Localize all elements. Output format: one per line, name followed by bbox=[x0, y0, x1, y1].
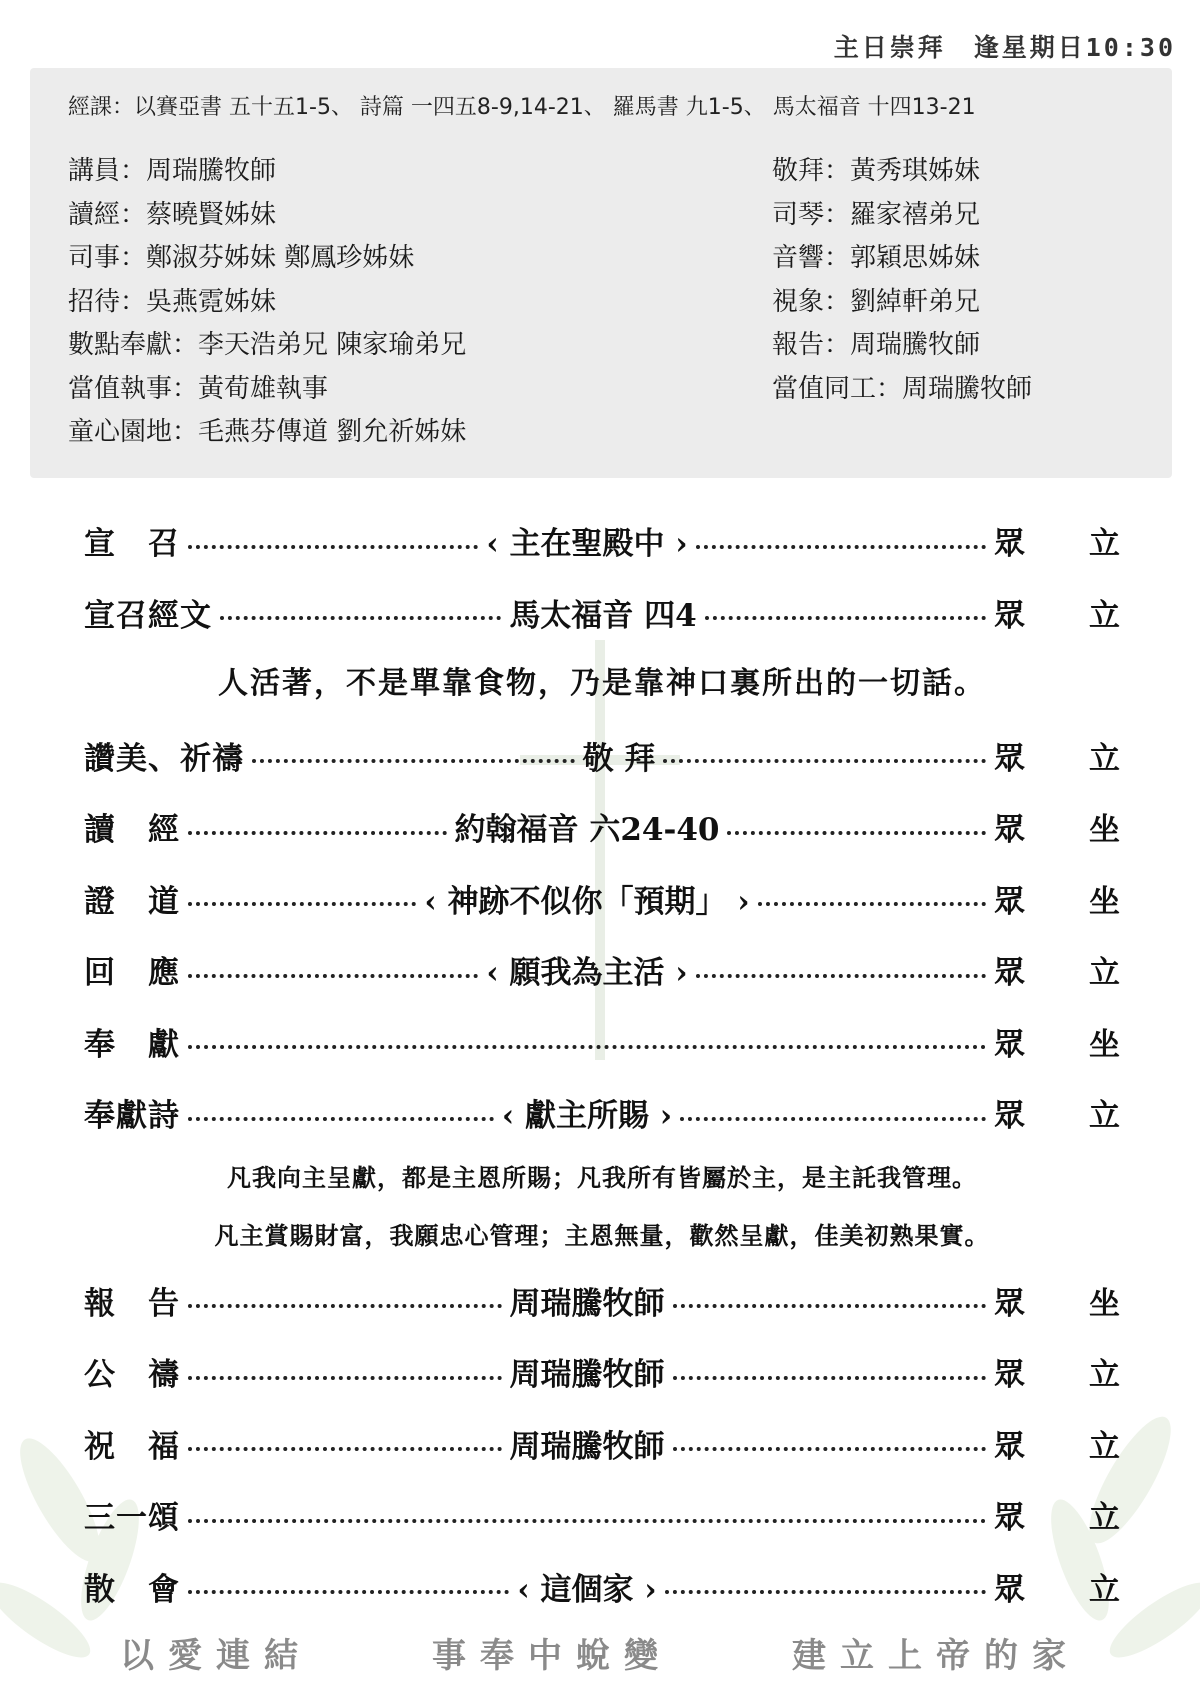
staff-row bbox=[68, 411, 466, 455]
item-label: 奉 獻 bbox=[84, 1026, 180, 1063]
staff-name: 毛燕芬傳道 劉允祈姊妹 bbox=[198, 417, 467, 447]
item-detail: 周瑞騰牧師 bbox=[509, 1428, 665, 1465]
leader-dots bbox=[220, 616, 501, 620]
order-item-doxology bbox=[84, 1479, 1120, 1551]
service-time: 逢星期日10:30 bbox=[973, 33, 1176, 62]
item-label: 證 道 bbox=[84, 883, 180, 920]
leader-dots bbox=[705, 616, 986, 620]
item-label: 奉獻詩 bbox=[84, 1098, 180, 1135]
service-header bbox=[834, 28, 1176, 64]
motto-1: 以愛連結 bbox=[120, 1636, 312, 1676]
staff-row bbox=[68, 324, 466, 368]
leader-dots bbox=[188, 1519, 986, 1523]
staff-name: 鄭淑芬姊妹 鄭鳳珍姊妹 bbox=[146, 243, 415, 273]
item-posture bbox=[994, 876, 1120, 921]
leader-dots bbox=[696, 974, 986, 978]
staff-row bbox=[68, 194, 466, 238]
leader-dots bbox=[673, 1376, 987, 1380]
leader-dots bbox=[696, 545, 986, 549]
item-label: 公 禱 bbox=[84, 1357, 180, 1394]
staff-role: 視象： bbox=[772, 286, 851, 317]
item-detail: 約翰福音 六24-40 bbox=[454, 812, 720, 849]
leader-dots bbox=[188, 1304, 502, 1308]
posture-action: 立 bbox=[1089, 1098, 1121, 1135]
call-verse: 人活著，不是單靠食物，乃是靠神口裏所出的一切話。 bbox=[218, 666, 986, 701]
offering-hymn-line-2: 凡主賞賜財富，我願忠心管理；主恩無量，歡然呈獻，佳美初熟果實。 bbox=[214, 1220, 990, 1250]
item-detail: 周瑞騰牧師 bbox=[509, 1357, 665, 1394]
item-label: 讀 經 bbox=[84, 812, 180, 849]
order-item-benediction bbox=[84, 1408, 1120, 1480]
staff-list-right bbox=[772, 150, 1032, 411]
order-item-announcements bbox=[84, 1265, 1120, 1337]
leader-dots bbox=[188, 1117, 494, 1121]
posture-action: 立 bbox=[1089, 526, 1121, 563]
order-item-call-scripture bbox=[84, 577, 1120, 649]
posture-action: 立 bbox=[1089, 1357, 1120, 1394]
staff-role: 招待： bbox=[68, 286, 147, 317]
item-posture bbox=[994, 804, 1120, 849]
item-detail: ‹ 神跡不似你「預期」 › bbox=[424, 883, 750, 920]
leader-dots bbox=[758, 902, 986, 906]
staff-role: 童心園地： bbox=[68, 417, 199, 447]
posture-all: 眾 bbox=[994, 1500, 1025, 1537]
staff-role: 報告： bbox=[772, 330, 851, 360]
staff-name: 黃荀雄執事 bbox=[198, 373, 329, 404]
posture-action: 立 bbox=[1089, 955, 1121, 992]
item-label: 祝 福 bbox=[84, 1428, 180, 1465]
item-posture bbox=[994, 1090, 1120, 1135]
order-item-response bbox=[84, 934, 1120, 1006]
motto-3: 建立上帝的家 bbox=[792, 1636, 1080, 1676]
item-posture bbox=[994, 1349, 1120, 1394]
staff-role: 敬拜： bbox=[772, 156, 851, 186]
motto-2: 事奉中蛻變 bbox=[432, 1636, 672, 1676]
staff-name: 吳燕霓姊妹 bbox=[146, 286, 277, 317]
offering-hymn-line-1: 凡我向主呈獻，都是主恩所賜；凡我所有皆屬於主，是主託我管理。 bbox=[227, 1162, 977, 1192]
item-label: 宣 召 bbox=[84, 526, 180, 563]
posture-all: 眾 bbox=[994, 597, 1025, 634]
staff-row bbox=[772, 237, 1032, 281]
leader-dots bbox=[188, 974, 478, 978]
item-posture bbox=[994, 733, 1120, 778]
service-title: 主日崇拜 bbox=[833, 33, 946, 62]
staff-row bbox=[772, 281, 1032, 325]
item-detail: ‹ 這個家 › bbox=[517, 1571, 657, 1608]
leader-dots bbox=[188, 1590, 509, 1594]
leader-dots bbox=[188, 1447, 502, 1451]
leader-dots bbox=[188, 1376, 502, 1380]
posture-action: 立 bbox=[1089, 1500, 1120, 1537]
staff-role: 數點奉獻： bbox=[68, 330, 199, 360]
staff-name: 周瑞騰牧師 bbox=[146, 156, 277, 186]
item-posture bbox=[994, 1278, 1120, 1323]
staff-role: 司琴： bbox=[772, 199, 851, 230]
staff-name: 李天浩弟兄 陳家瑜弟兄 bbox=[198, 330, 467, 360]
staff-role: 講員： bbox=[68, 156, 147, 186]
leader-dots bbox=[252, 759, 575, 763]
leader-dots bbox=[188, 545, 478, 549]
item-detail: 周瑞騰牧師 bbox=[509, 1285, 665, 1322]
item-label: 回 應 bbox=[84, 955, 180, 992]
staff-row bbox=[772, 150, 1032, 194]
posture-action: 立 bbox=[1089, 597, 1120, 634]
staff-name: 黃秀琪姊妹 bbox=[850, 156, 981, 186]
posture-all: 眾 bbox=[994, 1357, 1025, 1394]
leader-dots bbox=[673, 1304, 987, 1308]
order-item-sermon bbox=[84, 863, 1120, 935]
readings-text: 以賽亞書 五十五1-5、 詩篇 一四五8-9,14-21、 羅馬書 九1-5、 馬太福音 十四13-21 bbox=[134, 95, 976, 120]
staff-name: 周瑞騰牧師 bbox=[850, 330, 981, 360]
leader-dots bbox=[680, 1117, 986, 1121]
item-label: 散 會 bbox=[84, 1571, 180, 1608]
staff-role: 當值同工： bbox=[772, 373, 903, 404]
posture-action: 坐 bbox=[1089, 812, 1120, 849]
order-item-prayer bbox=[84, 1336, 1120, 1408]
posture-all: 眾 bbox=[994, 883, 1026, 920]
church-motto bbox=[0, 1628, 1200, 1677]
posture-all: 眾 bbox=[994, 1428, 1025, 1465]
lectionary-readings bbox=[68, 90, 976, 121]
item-detail: ‹ 願我為主活 › bbox=[486, 955, 688, 992]
item-label: 報 告 bbox=[84, 1285, 180, 1322]
posture-action: 坐 bbox=[1089, 1285, 1120, 1322]
staff-role: 當值執事： bbox=[68, 373, 199, 404]
order-item-offering-hymn bbox=[84, 1077, 1120, 1149]
service-info-panel bbox=[30, 68, 1172, 478]
staff-role: 音響： bbox=[772, 243, 851, 273]
item-label: 宣召經文 bbox=[84, 597, 212, 634]
staff-name: 蔡曉賢姊妹 bbox=[146, 199, 277, 230]
leader-dots bbox=[188, 1045, 986, 1049]
leader-dots bbox=[188, 831, 447, 835]
item-label: 讚美、祈禱 bbox=[84, 740, 244, 777]
posture-all: 眾 bbox=[994, 1285, 1025, 1322]
leader-dots bbox=[188, 902, 416, 906]
readings-label: 經課： bbox=[68, 95, 135, 120]
order-item-offering bbox=[84, 1006, 1120, 1078]
posture-action: 立 bbox=[1089, 1571, 1121, 1608]
staff-row bbox=[68, 150, 466, 194]
item-detail: 敬 拜 bbox=[582, 740, 656, 777]
item-detail: 馬太福音 四4 bbox=[509, 597, 697, 634]
staff-name: 周瑞騰牧師 bbox=[902, 373, 1033, 404]
posture-all: 眾 bbox=[994, 1026, 1025, 1063]
staff-row bbox=[68, 368, 466, 412]
order-item-call bbox=[84, 505, 1120, 577]
staff-row bbox=[772, 194, 1032, 238]
item-posture bbox=[994, 518, 1120, 563]
item-label: 三一頌 bbox=[84, 1500, 180, 1537]
leader-dots bbox=[665, 1590, 986, 1594]
posture-action: 立 bbox=[1089, 1428, 1120, 1465]
item-posture bbox=[994, 1492, 1120, 1537]
posture-all: 眾 bbox=[994, 1098, 1026, 1135]
staff-row bbox=[772, 368, 1032, 412]
staff-row bbox=[68, 281, 466, 325]
staff-role: 讀經： bbox=[68, 199, 147, 230]
posture-all: 眾 bbox=[994, 955, 1026, 992]
leader-dots bbox=[673, 1447, 987, 1451]
leader-dots bbox=[727, 831, 986, 835]
item-posture bbox=[994, 1421, 1120, 1466]
item-posture bbox=[994, 1019, 1120, 1064]
order-of-service bbox=[84, 505, 1120, 1622]
item-posture bbox=[994, 590, 1120, 635]
order-item-reading bbox=[84, 791, 1120, 863]
posture-all: 眾 bbox=[994, 1571, 1026, 1608]
staff-role: 司事： bbox=[68, 243, 147, 273]
staff-name: 羅家禧弟兄 bbox=[850, 199, 981, 230]
posture-all: 眾 bbox=[994, 740, 1026, 777]
item-posture bbox=[994, 947, 1120, 992]
item-detail: ‹ 獻主所賜 › bbox=[501, 1098, 673, 1135]
staff-row bbox=[68, 237, 466, 281]
leader-dots bbox=[663, 759, 986, 763]
staff-row bbox=[772, 324, 1032, 368]
posture-action: 坐 bbox=[1089, 1026, 1120, 1063]
item-detail: ‹ 主在聖殿中 › bbox=[486, 526, 688, 563]
order-item-dismissal bbox=[84, 1551, 1120, 1623]
order-item-praise bbox=[84, 720, 1120, 792]
posture-all: 眾 bbox=[994, 812, 1025, 849]
staff-name: 郭穎思姊妹 bbox=[850, 243, 981, 273]
posture-action: 立 bbox=[1089, 740, 1121, 777]
item-posture bbox=[994, 1564, 1120, 1609]
staff-list-left bbox=[68, 150, 466, 455]
posture-action: 坐 bbox=[1089, 883, 1121, 920]
posture-all: 眾 bbox=[994, 526, 1026, 563]
staff-name: 劉綽軒弟兄 bbox=[850, 286, 981, 317]
